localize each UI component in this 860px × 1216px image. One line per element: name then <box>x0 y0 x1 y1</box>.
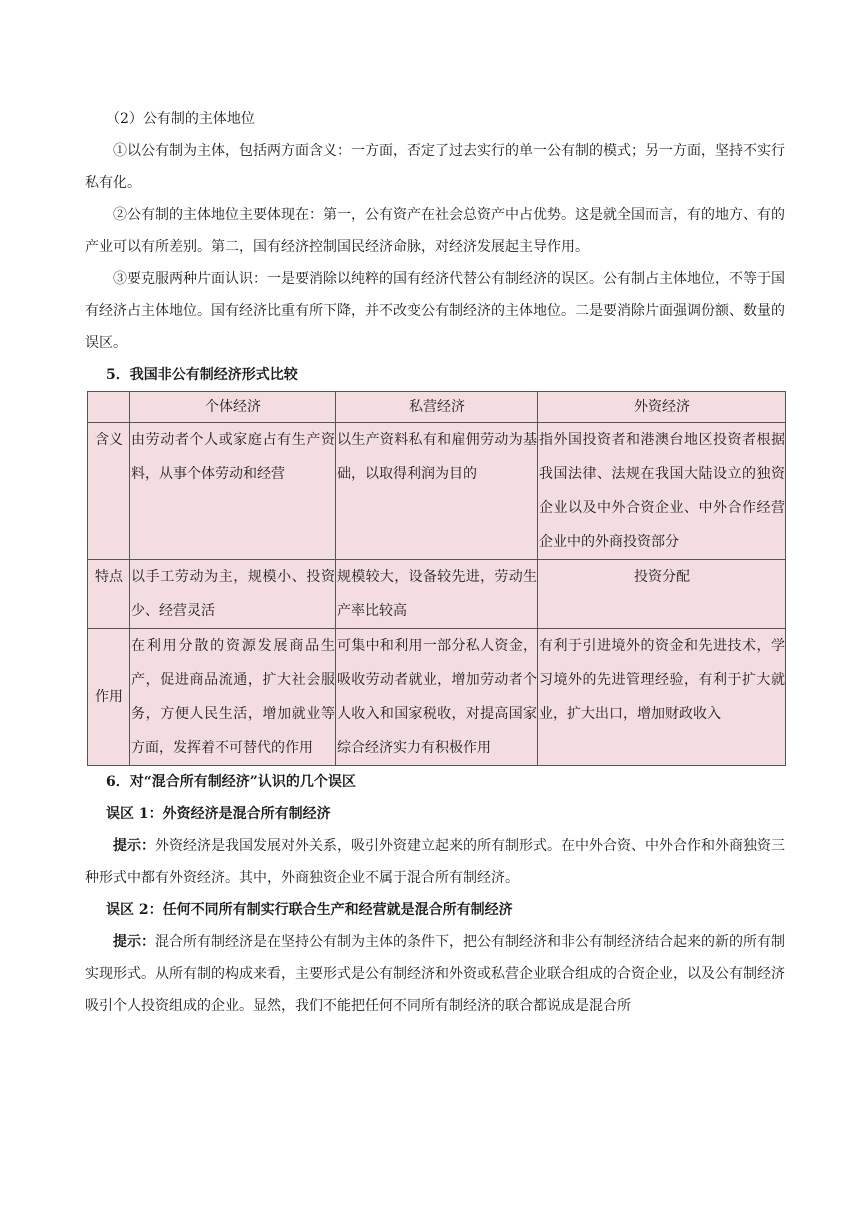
cell-text: 投资分配 <box>634 569 690 585</box>
misconception-title: 误区 1：外资经济是混合所有制经济 <box>106 806 331 822</box>
comparison-table <box>87 391 786 766</box>
cell-text: 以生产资料私有和雇佣劳动为基础，以取得利润为目的 <box>337 432 537 482</box>
row-label: 特点 <box>88 560 130 629</box>
table-cell <box>336 423 538 560</box>
paragraph: ②公有制的主体地位主要体现在：第一，公有资产在社会总资产中占优势。这是就全国而言，有的地方、有的产业可以有所差别。第二，国有经济控制国民经济命脉，对经济发展起主导作用。 <box>85 207 785 255</box>
cell-text: 以手工劳动为主，规模小、投资少、经营灵活 <box>131 569 335 619</box>
table-cell <box>130 423 336 560</box>
paragraph: ③要克服两种片面认识：一是要消除以纯粹的国有经济代替公有制经济的误区。公有制占主体地位，不等于国有经济占主体地位。国有经济比重有所下降，并不改变公有制经济的主体地位。二是要消除片面强调份额、数量的误区。 <box>85 271 785 351</box>
table-row <box>88 629 786 766</box>
table-cell <box>130 560 336 629</box>
cell-text: 指外国投资者和港澳台地区投资者根据我国法律、法规在我国大陆设立的独资企业以及中外合资企业、中外合作经营企业中的外商投资部分 <box>539 432 785 550</box>
hint-paragraph <box>85 830 785 894</box>
table-header-cell: 外资经济 <box>538 392 786 423</box>
table-row <box>88 560 786 629</box>
hint-label: 提示： <box>113 838 155 854</box>
table-header-cell: 个体经济 <box>130 392 336 423</box>
cell-text: 由劳动者个人或家庭占有生产资料，从事个体劳动和经营 <box>131 432 335 482</box>
table-row <box>88 423 786 560</box>
table-cell <box>336 629 538 766</box>
subsection-heading: （2）公有制的主体地位 <box>106 111 255 127</box>
section-heading: 5．我国非公有制经济形式比较 <box>106 367 298 383</box>
table-cell <box>538 423 786 560</box>
cell-text: 可集中和利用一部分私人资金，吸收劳动者就业，增加劳动者个人收入和国家税收，对提高国家综合经济实力有积极作用 <box>337 638 537 756</box>
cell-text: 规模较大，设备较先进，劳动生产率比较高 <box>337 569 537 619</box>
cell-text: 在利用分散的资源发展商品生产，促进商品流通，扩大社会服务，方便人民生活，增加就业等方面，发挥着不可替代的作用 <box>131 638 335 756</box>
table-cell <box>538 560 786 629</box>
row-label: 含义 <box>88 423 130 560</box>
table-header-cell: 私营经济 <box>336 392 538 423</box>
hint-label: 提示： <box>113 934 155 950</box>
table-header-row <box>88 392 786 423</box>
document-content <box>85 103 785 1022</box>
row-label: 作用 <box>88 629 130 766</box>
table-cell <box>130 629 336 766</box>
hint-paragraph <box>85 926 785 1022</box>
table-cell <box>538 629 786 766</box>
section-heading: 6．对“混合所有制经济”认识的几个误区 <box>106 774 356 790</box>
cell-text: 有利于引进境外的资金和先进技术，学习境外的先进管理经验，有利于扩大就业，扩大出口，增加财政收入 <box>539 638 785 722</box>
misconception-title: 误区 2：任何不同所有制实行联合生产和经营就是混合所有制经济 <box>106 902 513 918</box>
paragraph: ①以公有制为主体，包括两方面含义：一方面，否定了过去实行的单一公有制的模式；另一方面，坚持不实行私有化。 <box>85 143 785 191</box>
table-cell <box>336 560 538 629</box>
hint-text: 混合所有制经济是在坚持公有制为主体的条件下，把公有制经济和非公有制经济结合起来的新的所有制实现形式。从所有制的构成来看，主要形式是公有制经济和外资或私营企业联合组成的合资企业，以及公有制经济吸引个人投资组成的企业。显然，我们不能把任何不同所有制经济的联合都说成是混合所 <box>85 934 785 1014</box>
table-header-cell <box>88 392 130 423</box>
hint-text: 外资经济是我国发展对外关系，吸引外资建立起来的所有制形式。在中外合资、中外合作和外商独资三种形式中都有外资经济。其中，外商独资企业不属于混合所有制经济。 <box>85 838 785 886</box>
